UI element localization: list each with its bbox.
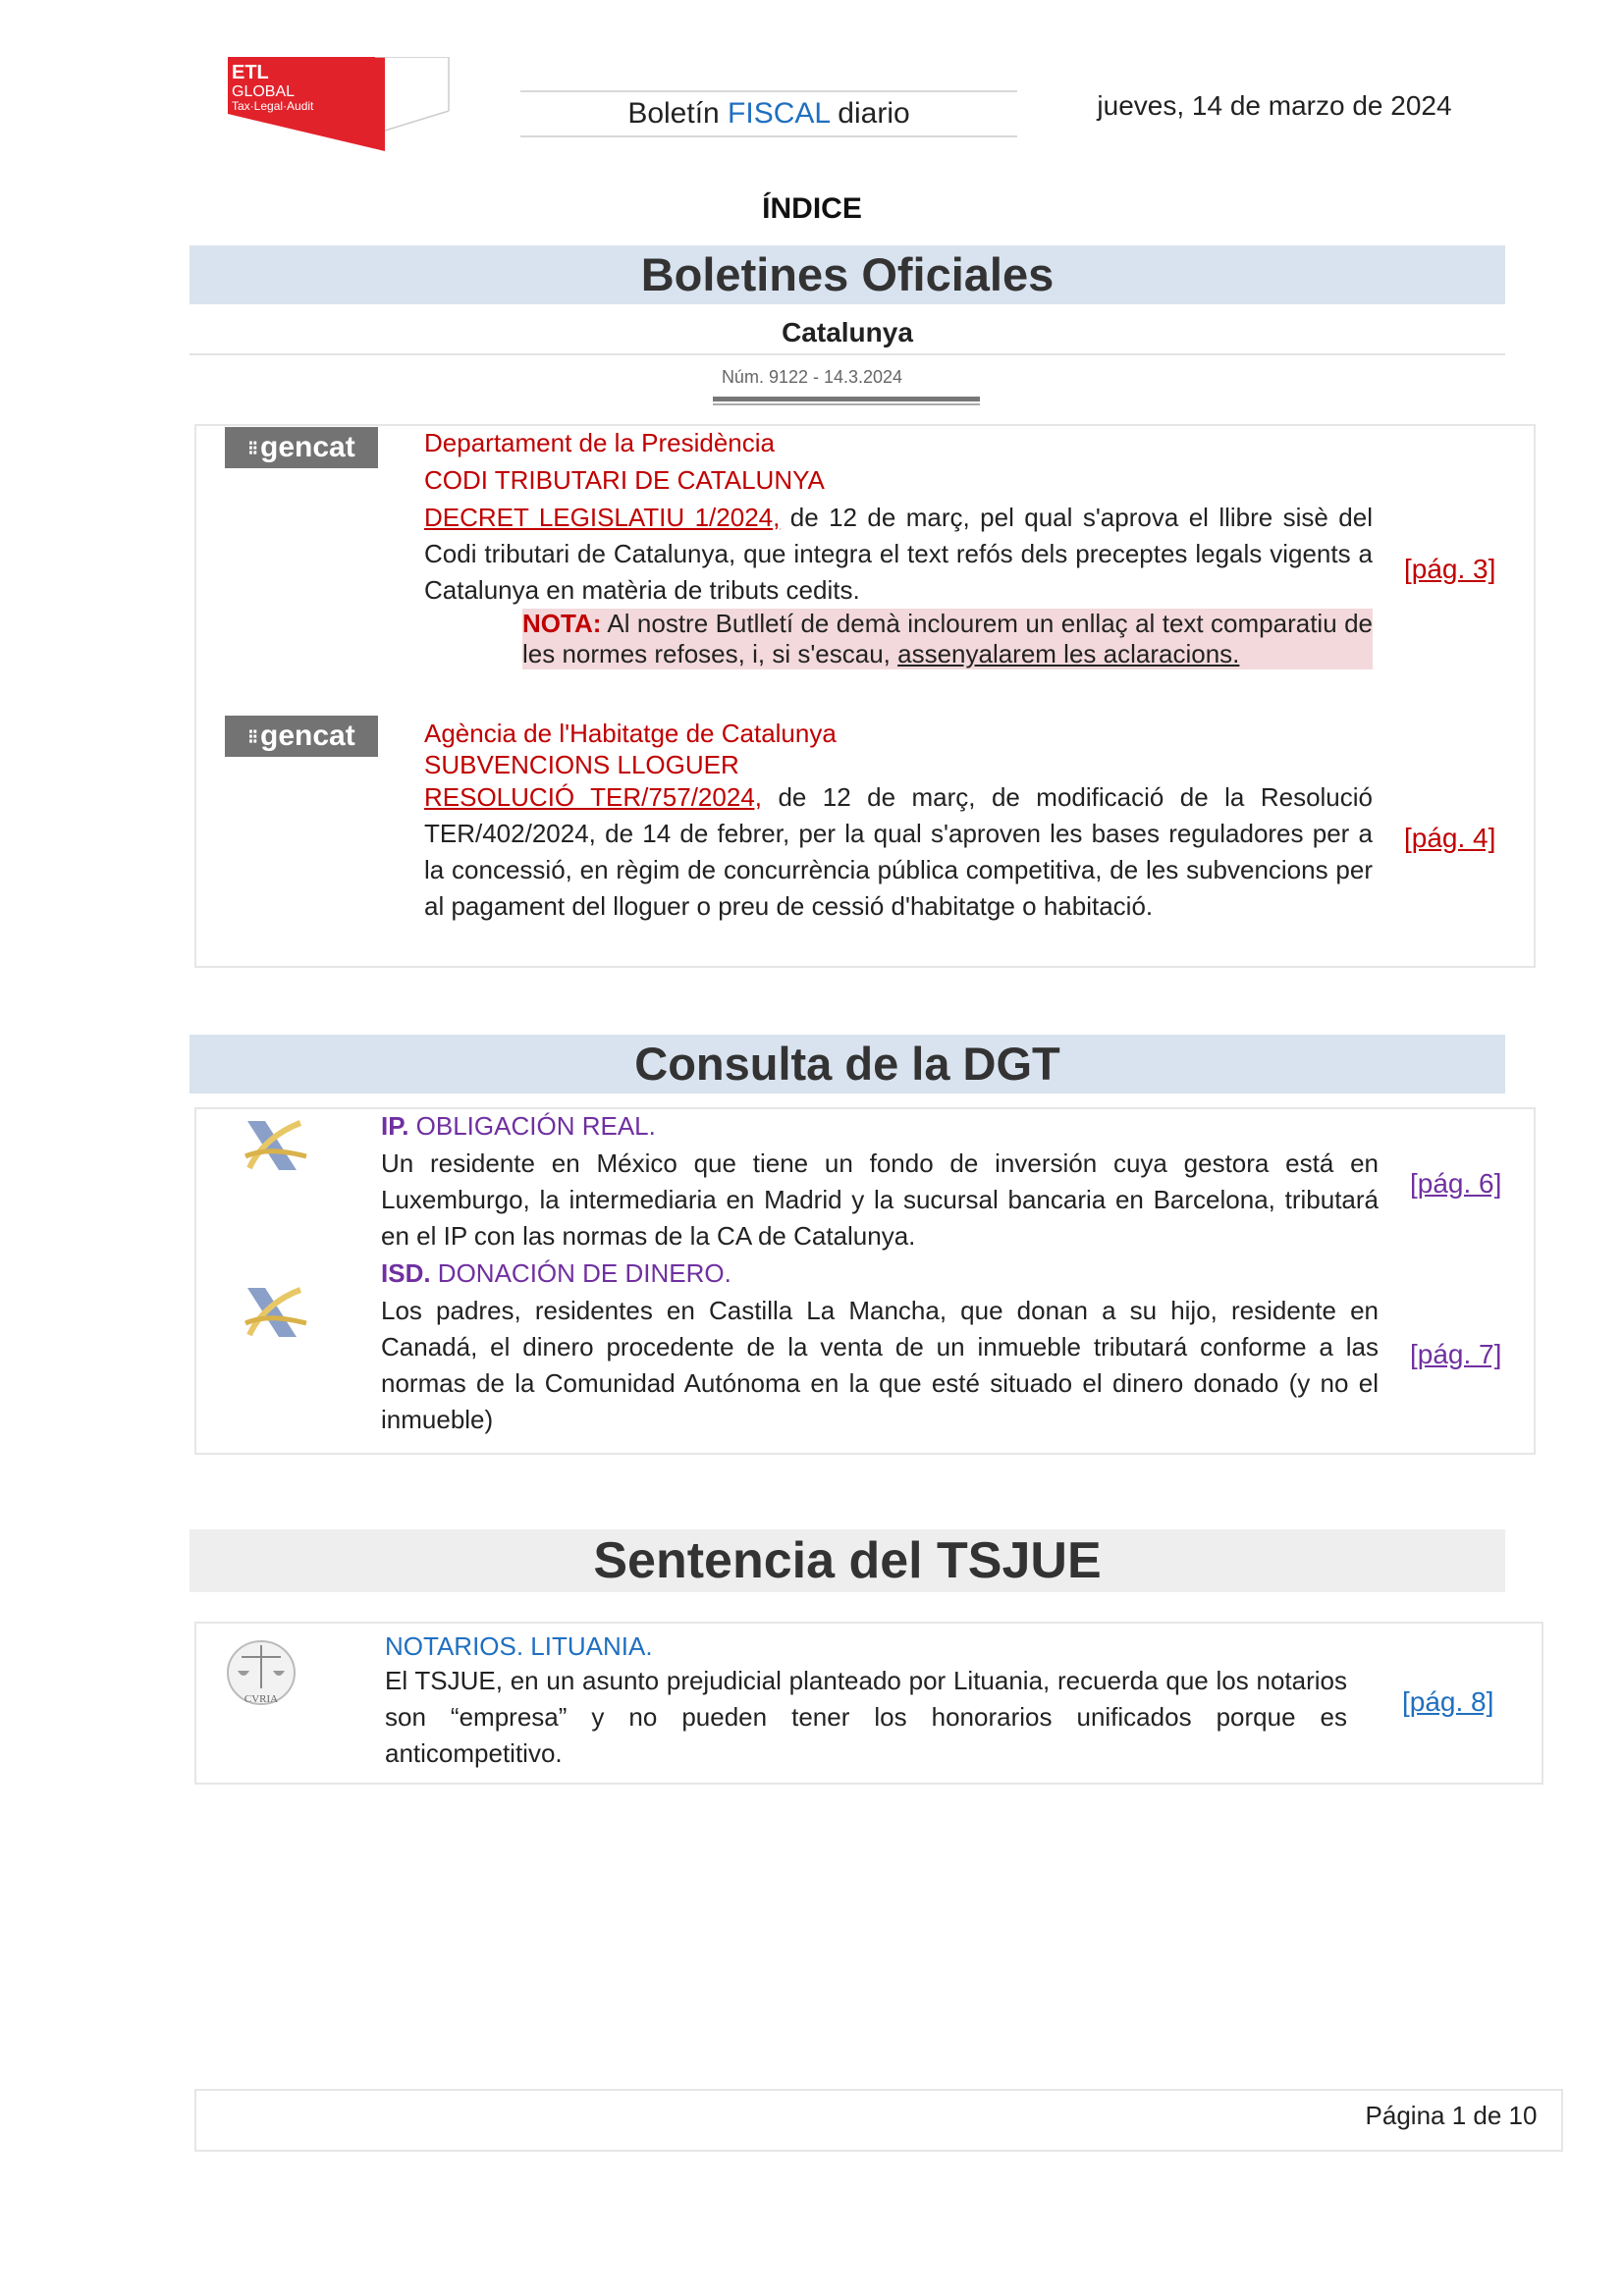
entry-department: Agència de l'Habitatge de Catalunya [424,719,837,748]
dgt-tag: IP. [381,1111,409,1141]
section-band-tsjue: Sentencia del TSJUE [189,1529,1505,1592]
gencat-dots-icon: ⁝⁝ [247,438,256,460]
bulletin-suffix: diario [829,97,910,130]
entry-body-text: de 12 de març, pel qual s'aprova el llibre sisè del Codi tributari de Catalunya, que integra el text refós dels preceptes legals vigents a Catalunya en matèria de tributs cedits. [424,503,1373,605]
gencat-logo-text: gencat [260,720,355,752]
etl-global-logo [228,57,385,151]
issue-divider [713,397,980,401]
bulletin-title [520,90,1017,137]
dgt-entry-title [381,1256,1363,1290]
index-title: ÍNDICE [762,192,862,225]
dgt-entry-body: Un residente en México que tiene un fondo de inversión cuya gestora está en Luxemburgo, la intermediaria en Madrid y la sucursal bancaria en Barcelona, tributará en el IP con las normas de la CA de Catalunya. [381,1148,1379,1251]
issue-number: Núm. 9122 - 14.3.2024 [721,367,903,387]
cvria-logo-text: CVRIA [244,1693,279,1705]
entry-topic: CODI TRIBUTARI DE CATALUNYA [424,465,825,495]
note-text: Al nostre Butlletí de demà inclourem un enllaç al text comparatiu de les normes refoses, i, si s'escau, [522,609,1373,668]
entry-department: Departament de la Presidència [424,428,775,457]
entry-body-text: de 12 de març, de modificació de la Resolució TER/402/2024, de 14 de febrer, per la qual s'aproven les bases reguladores per a la concessió, en règim de concurrència pública competitiva, de les subvencions per al pagament del lloguer o preu de cessió d'habitatge o habitació. [424,782,1373,921]
page-link[interactable]: [pág. 6] [1410,1168,1502,1199]
page-link[interactable]: [pág. 3] [1404,554,1496,584]
page-link[interactable]: [pág. 7] [1410,1339,1502,1369]
gencat-dots-icon: ⁝⁝ [247,726,256,749]
tsjue-entry-body: El TSJUE, en un asunto prejudicial planteado por Lituania, recuerda que los notarios son “empresa” y no pueden tener los honorarios unificados porque es anticompetitivo. [385,1666,1347,1768]
gencat-logo [225,716,378,757]
note-link[interactable]: assenyalarem les aclaracions. [897,639,1240,668]
tsjue-entry-title: NOTARIOS. LITUANIA. [385,1631,653,1661]
dgt-entry-body: Los padres, residentes en Castilla La Mancha, que donan a su hijo, residente en Canadá, el dinero procedente de la venta de un inmueble tributará conforme a las normas de la Comunidad Autónoma en la que esté situado el dinero donado (y no el inmueble) [381,1296,1379,1434]
page-number: Página 1 de 10 [1365,2101,1538,2130]
logo-text-global: GLOBAL [232,83,296,100]
cvria-logo-icon [224,1637,298,1714]
gencat-logo [225,427,378,468]
aeat-logo-icon [240,1117,312,1174]
dgt-entry-title [381,1109,1363,1143]
aeat-logo-icon [240,1284,312,1341]
resolution-link[interactable]: RESOLUCIÓ TER/757/2024, [424,782,763,812]
page-link[interactable]: [pág. 4] [1404,823,1496,853]
dgt-topic: DONACIÓN DE DINERO. [430,1258,731,1288]
entry-body [424,779,1373,925]
dgt-topic: OBLIGACIÓN REAL. [408,1111,656,1141]
bulletin-date: jueves, 14 de marzo de 2024 [1097,90,1452,121]
gencat-logo-text: gencat [260,431,355,463]
entry-topic: SUBVENCIONS LLOGUER [424,750,739,779]
dgt-tag: ISD. [381,1258,431,1288]
logo-text-etl: ETL [232,62,269,83]
logo-text-tagline: Tax·Legal·Audit [232,99,314,113]
page-link[interactable]: [pág. 8] [1402,1686,1494,1717]
note-box [522,609,1373,669]
bulletin-accent: FISCAL [728,97,830,130]
decree-link[interactable]: DECRET LEGISLATIU 1/2024, [424,503,781,532]
region-title: Catalunya [189,312,1505,355]
section-band-boletines: Boletines Oficiales [189,245,1505,304]
entry-body [424,500,1373,609]
issue-divider-shadow [713,403,980,405]
section-band-dgt: Consulta de la DGT [189,1035,1505,1094]
note-label: NOTA: [522,609,602,638]
bulletin-prefix: Boletín [627,97,729,130]
